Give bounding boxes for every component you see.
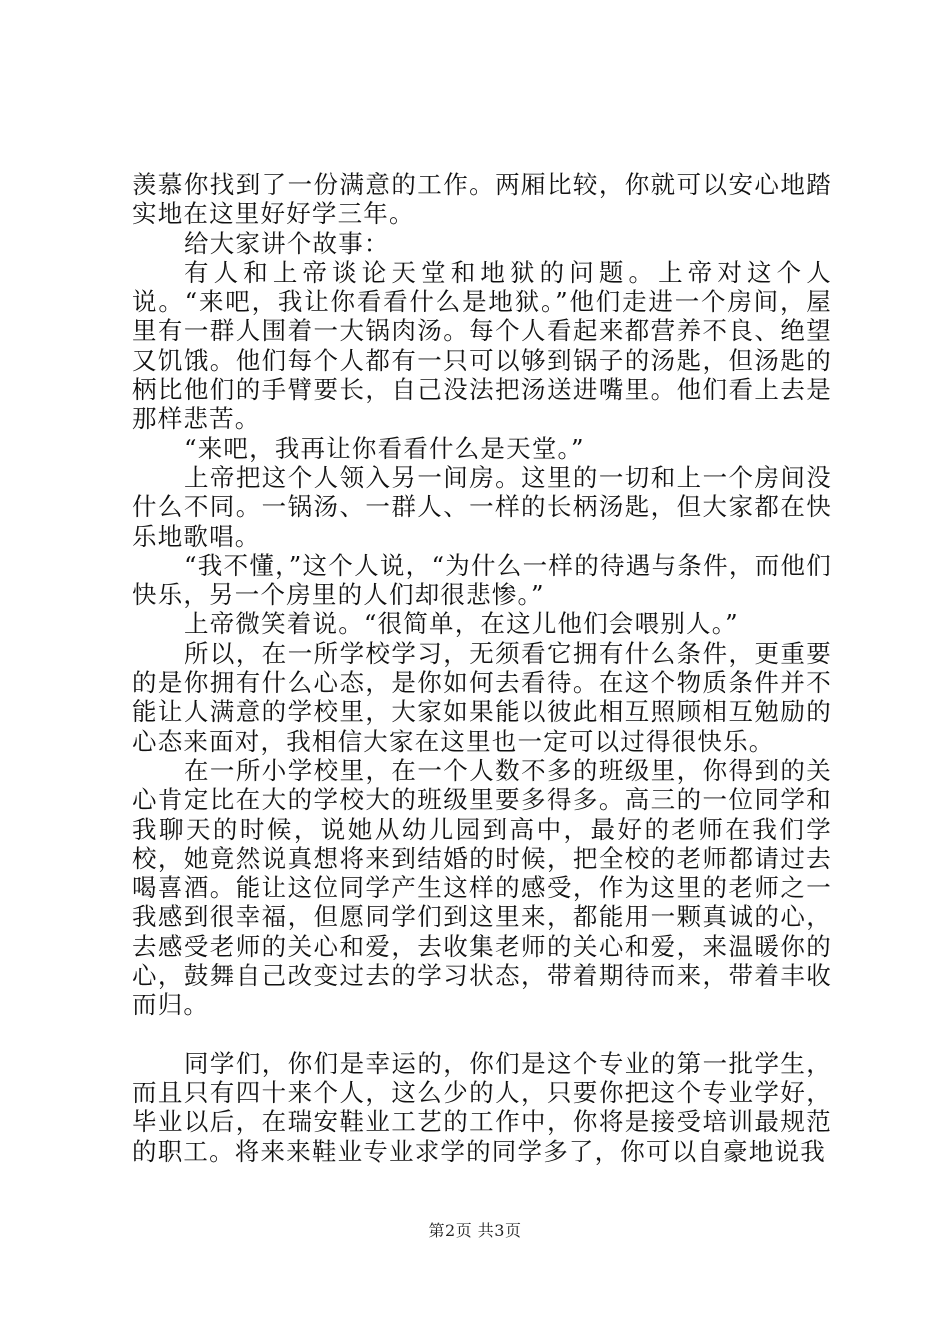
paragraph-question: “我不懂，”这个人说，“为什么一样的待遇与条件，而他们快乐，另一个房里的人们却很悲惨。” xyxy=(132,550,832,610)
paragraph-heaven-room: 上帝把这个人领入另一间房。这里的一切和上一个房间没什么不同。一锅汤、一群人、一样的长柄汤匙，但大家都在快乐地歌唱。 xyxy=(132,462,832,551)
paragraph-hell-story: 有人和上帝谈论天堂和地狱的问题。上帝对这个人说。“来吧，我让你看看什么是地狱。”他们走进一个房间，屋里有一群人围着一大锅肉汤。每个人看起来都营养不良、绝望又饥饿。他们每个人都有一只可以够到锅子的汤匙，但汤匙的柄比他们的手臂要长，自己没法把汤送进嘴里。他们看上去是那样悲苦。 xyxy=(132,257,832,434)
paragraph-lucky-students: 同学们，你们是幸运的，你们是这个专业的第一批学生，而且只有四十来个人，这么少的人，只要你把这个专业学好，毕业以后，在瑞安鞋业工艺的工作中，你将是接受培训最规范的职工。将来来鞋业专业求学的同学多了，你可以自豪地说我 xyxy=(132,1048,832,1166)
paragraph-story-intro: 给大家讲个故事： xyxy=(184,228,390,258)
document-body xyxy=(132,170,832,1166)
paragraph-answer: 上帝微笑着说。“很简单，在这儿他们会喂别人。” xyxy=(184,609,739,639)
paragraph-gap xyxy=(132,1020,832,1049)
paragraph-small-school: 在一所小学校里，在一个人数不多的班级里，你得到的关心肯定比在大的学校大的班级里要多得多。高三的一位同学和我聊天的时候，说她从幼儿园到高中，最好的老师在我们学校，她竟然说真想将来到结婚的时候，把全校的老师都请过去喝喜酒。能让这位同学产生这样的感受，作为这里的老师之一我感到很幸福，但愿同学们到这里来，都能用一颗真诚的心，去感受老师的关心和爱，去收集老师的关心和爱，来温暖你的心，鼓舞自己改变过去的学习状态，带着期待而来，带着丰收而归。 xyxy=(132,755,832,1020)
page-number-footer: 第2页 共3页 xyxy=(428,1221,522,1240)
paragraph-attitude: 所以，在一所学校学习，无须看它拥有什么条件，更重要的是你拥有什么心态，是你如何去看待。在这个物质条件并不能让人满意的学校里，大家如果能以彼此相互照顾相互勉励的心态来面对，我相信大家在这里也一定可以过得很快乐。 xyxy=(132,638,832,756)
paragraph-continuation: 羡慕你找到了一份满意的工作。两厢比较，你就可以安心地踏实地在这里好好学三年。 xyxy=(132,170,832,229)
paragraph-heaven-invite: “来吧，我再让你看看什么是天堂。” xyxy=(184,433,585,463)
